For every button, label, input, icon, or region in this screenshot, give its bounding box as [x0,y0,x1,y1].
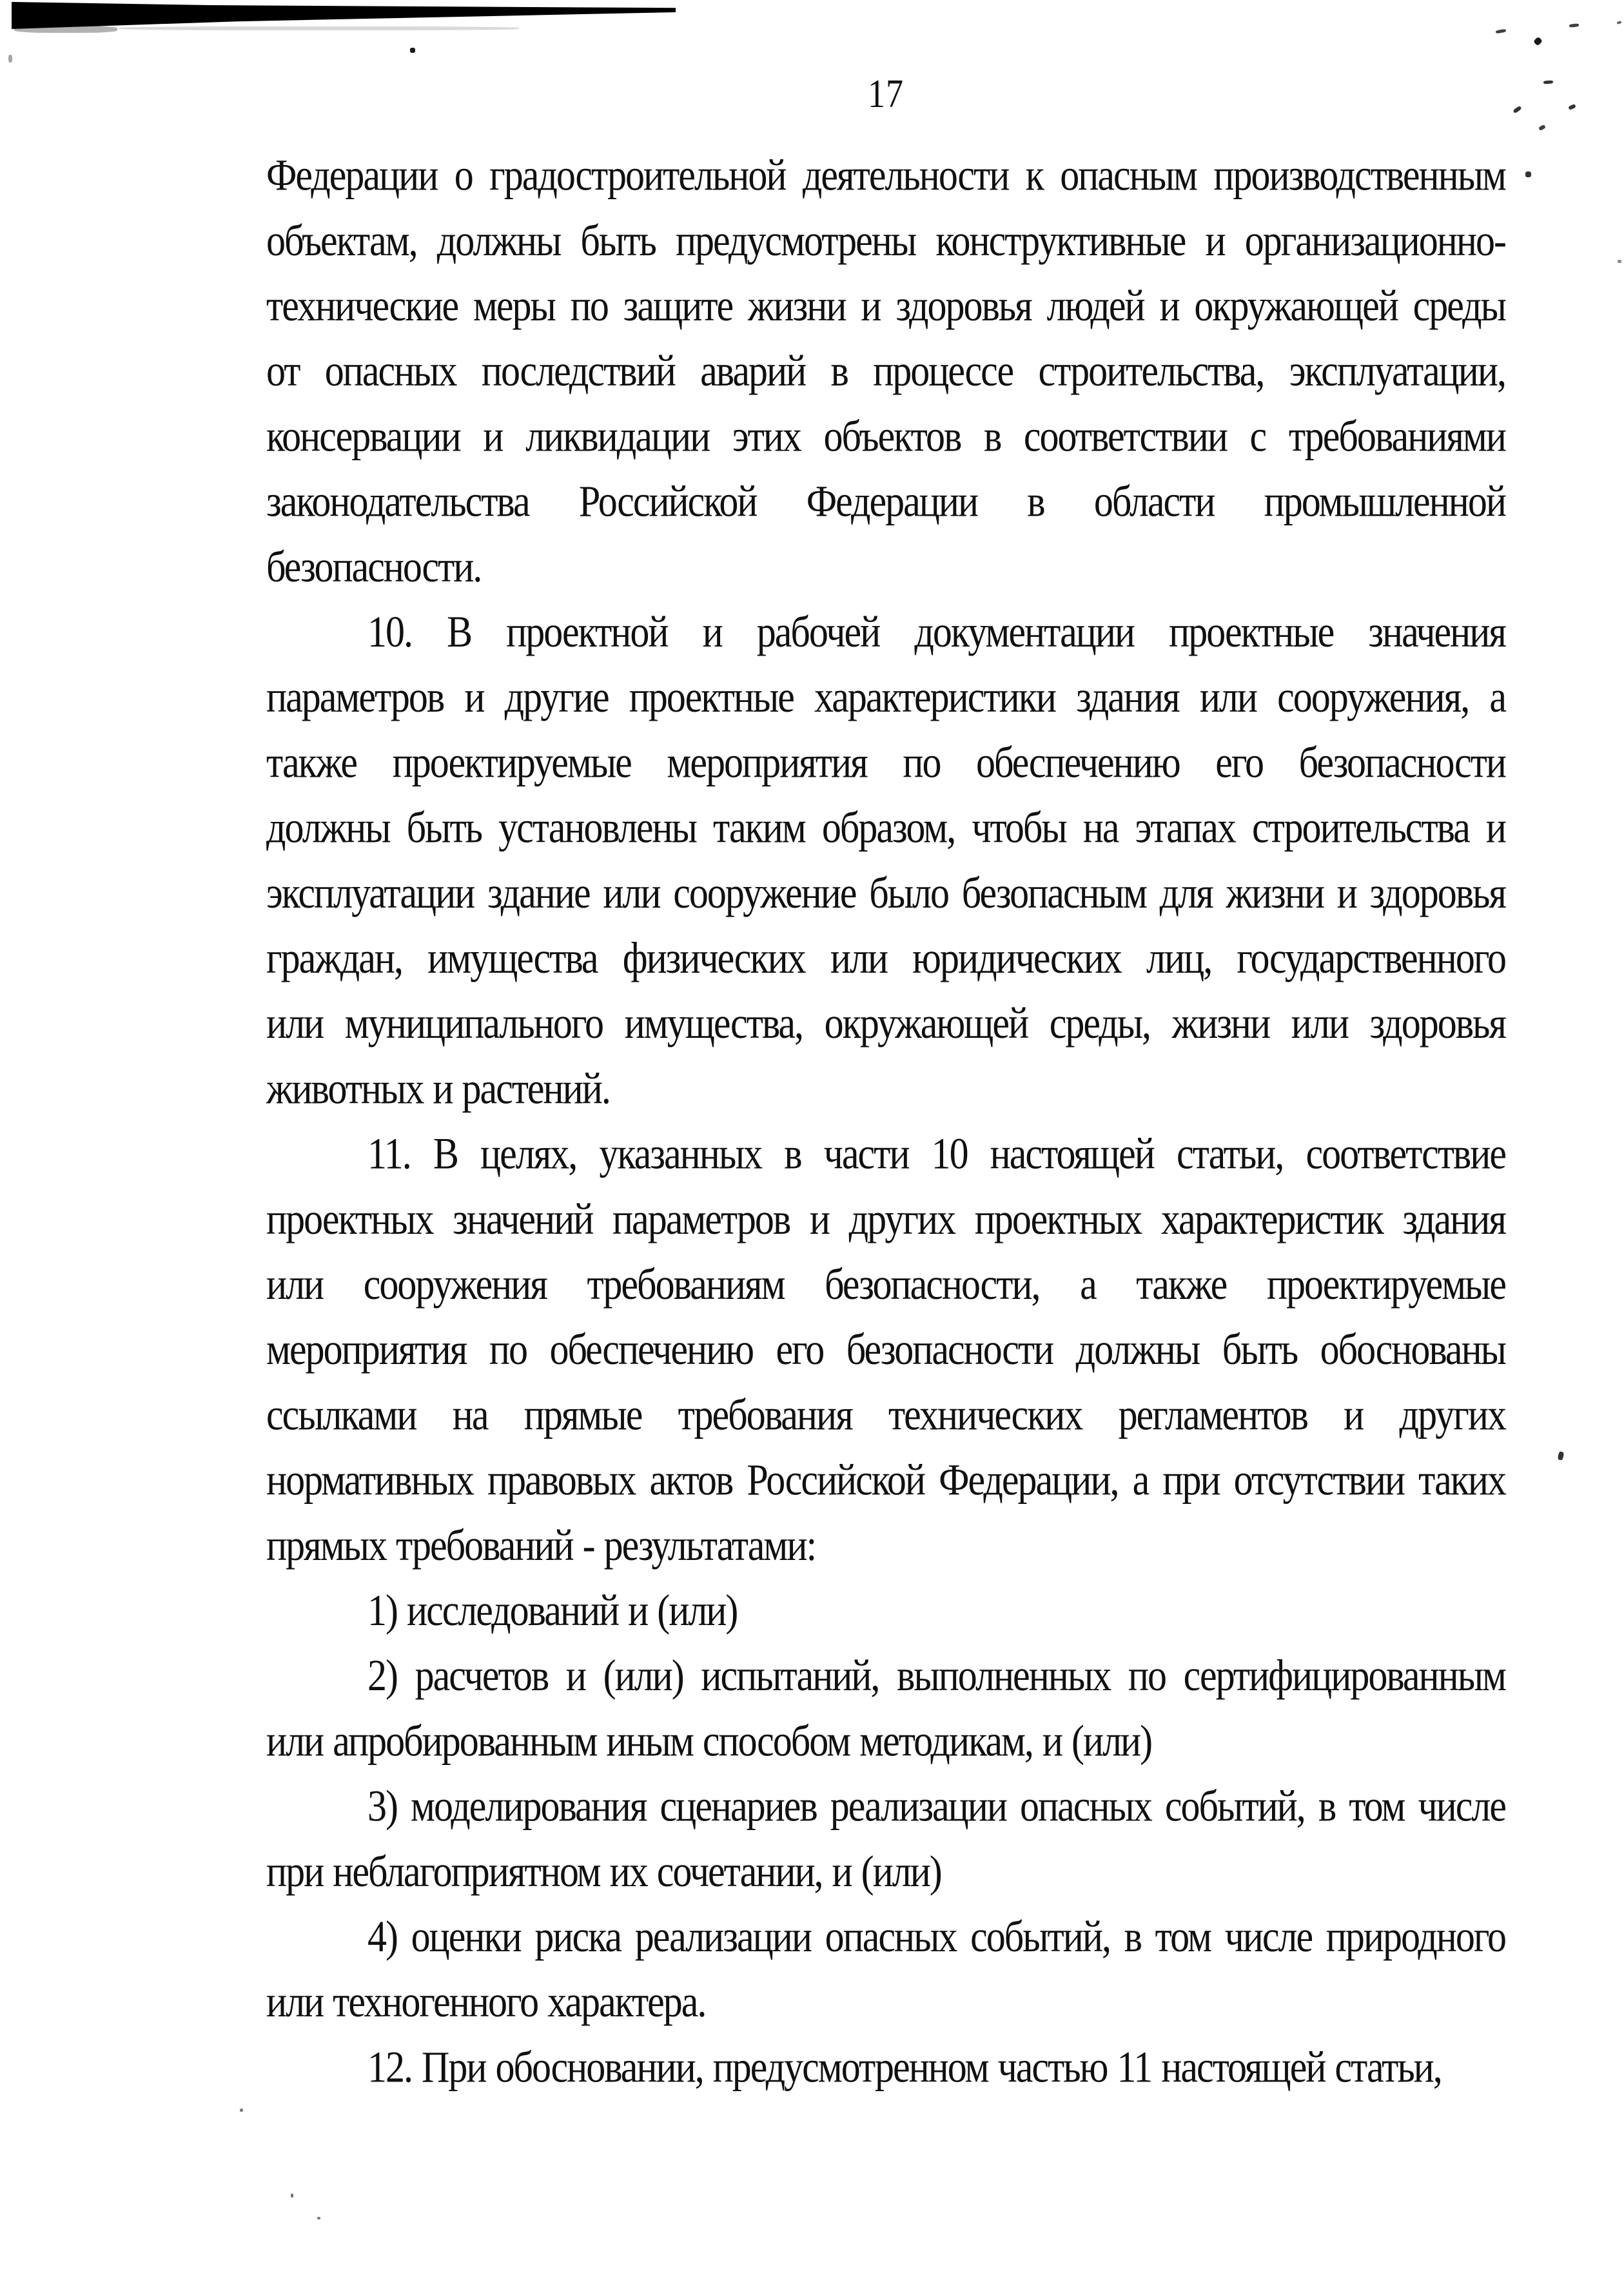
scan-speck [1525,171,1531,177]
scan-speck [240,2109,243,2112]
text-line: объектам, должны быть предусмотрены конструктивные и организационно- [266,215,1505,265]
scan-speck [1558,1451,1565,1460]
text-line: технические меры по защите жизни и здоровья людей и окружающей среды [266,281,1505,330]
text-line: 4) оценки риска реализации опасных событий, в том числе природного [367,1912,1505,1961]
text-line: животных и растений. [266,1064,610,1113]
text-line: эксплуатации здание или сооружение было безопасным для жизни и здоровья [266,868,1505,917]
text-line: консервации и ликвидации этих объектов в соответствии с требованиями [266,411,1505,461]
scan-speck [119,26,519,30]
text-line: проектных значений параметров и других проектных характеристик здания [266,1194,1505,1243]
text-line: граждан, имущества физических или юридических лиц, государственного [266,933,1505,982]
scan-speck [1496,29,1507,34]
text-line: или апробированным иным способом методикам, и (или) [266,1716,1152,1766]
text-line: законодательства Российской Федерации в области промышленной [266,476,1505,526]
text-line: должны быть установлены таким образом, чтобы на этапах строительства и [266,803,1505,852]
scan-speck [1512,106,1521,113]
text-line: при неблагоприятном их сочетании, и (или) [266,1846,941,1896]
scan-speck [291,2194,293,2198]
text-block [266,142,1505,2100]
text-line: или муниципального имущества, окружающей среды, жизни или здоровья [266,999,1505,1048]
text-line: от опасных последствий аварий в процессе строительства, эксплуатации, [266,346,1505,396]
scan-speck [410,48,415,53]
text-line: 1) исследований и (или) [367,1586,738,1635]
scan-speck [1543,80,1553,84]
scan-speck [8,55,12,63]
scan-speck [1538,124,1546,131]
text-line: прямых требований - результатами: [266,1520,816,1570]
scan-speck [1568,104,1576,110]
text-line: или техногенного характера. [266,1977,706,2027]
text-line: Федерации о градостроительной деятельности к опасным производственным [266,150,1505,200]
text-line: мероприятия по обеспечению его безопасности должны быть обоснованы [266,1325,1505,1374]
scan-speck [1569,23,1579,28]
text-line: 2) расчетов и (или) испытаний, выполненных по сертифицированным [367,1651,1505,1701]
page-number: 17 [868,71,904,116]
scan-speck [1617,21,1622,24]
text-line: ссылками на прямые требования технических регламентов и других [266,1390,1505,1439]
scan-speck [14,26,117,33]
text-line: 10. В проектной и рабочей документации проектные значения [367,607,1505,656]
scan-speck [1618,260,1621,263]
text-line: нормативных правовых актов Российской Федерации, а при отсутствии таких [266,1455,1505,1505]
scan-smudge-top-left [12,2,676,29]
text-line: параметров и другие проектные характеристики здания или сооружения, а [266,672,1505,722]
text-line: или сооружения требованиям безопасности, а также проектируемые [266,1260,1505,1309]
scan-speck [1533,37,1543,46]
text-line: также проектируемые мероприятия по обеспечению его безопасности [266,737,1505,787]
text-line: 3) моделирования сценариев реализации опасных событий, в том числе [367,1781,1505,1831]
text-line: 11. В целях, указанных в части 10 настоящей статьи, соответствие [367,1129,1505,1178]
text-line: 12. При обосновании, предусмотренном частью 11 настоящей статьи, [367,2042,1442,2092]
text-line: безопасности. [266,541,482,591]
scan-speck [317,2217,320,2219]
